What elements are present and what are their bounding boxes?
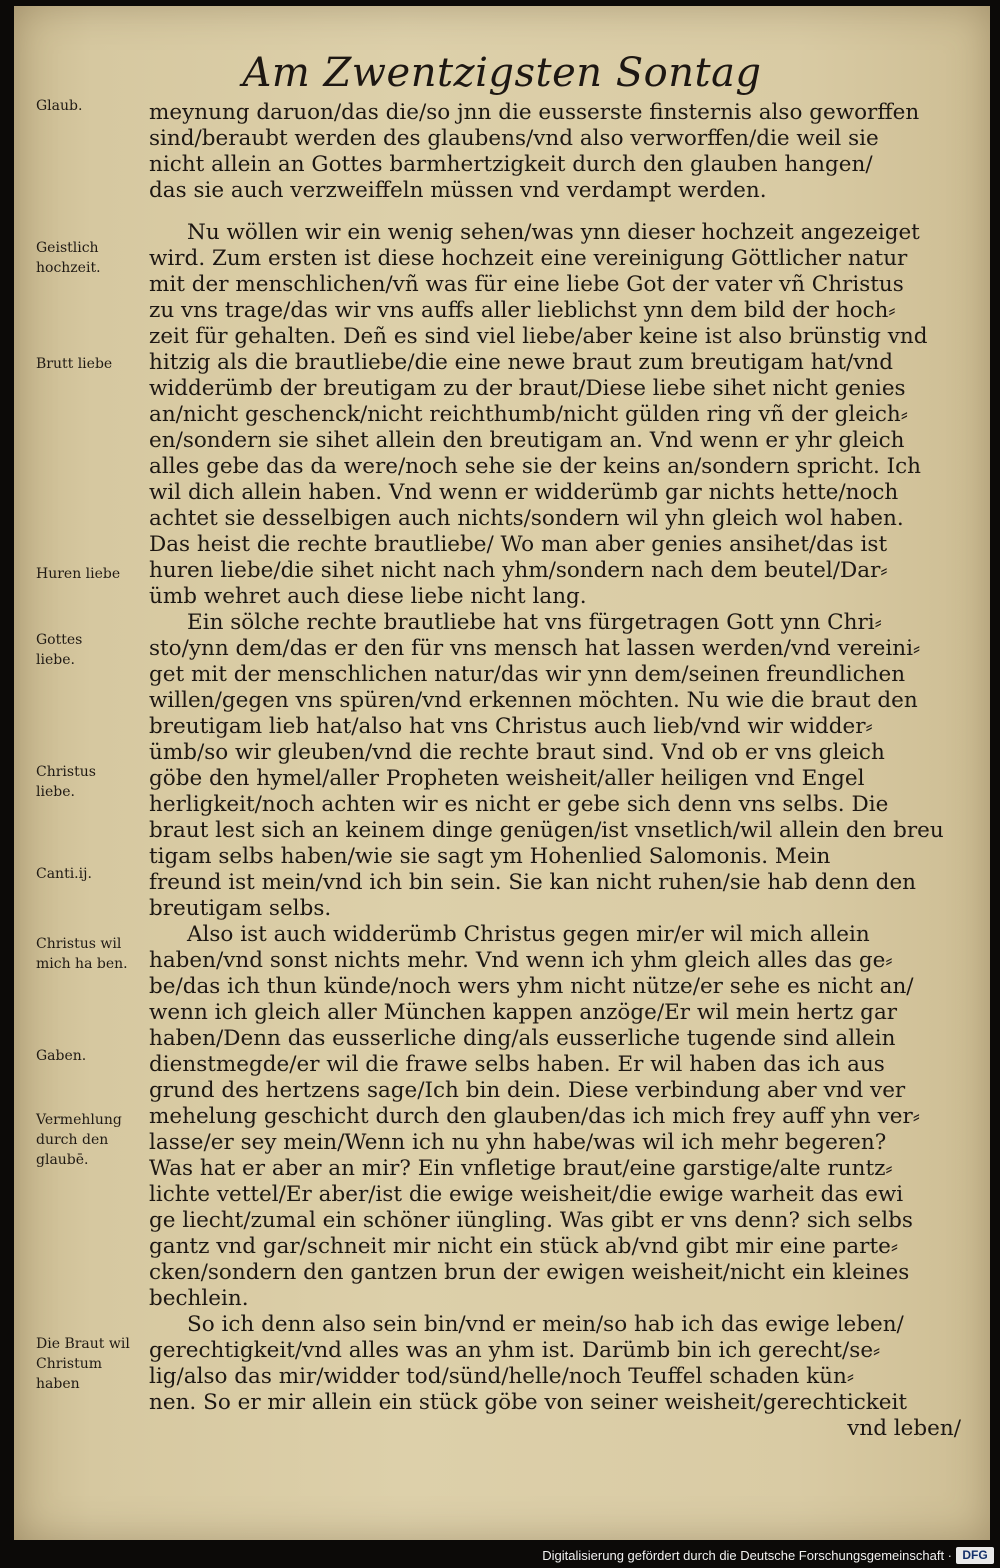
text-line: an/nicht geschenck/nicht reichthumb/nicht gülden ring vñ der gleich⸗ <box>149 402 908 427</box>
text-line: hitzig als die brautliebe/die eine newe braut zum breutigam hat/vnd <box>149 350 894 375</box>
text-line: breutigam lieb hat/also hat vns Christus auch lieb/vnd wir widder⸗ <box>149 714 873 739</box>
text-line: wenn ich gleich aller München kappen anzöge/Er wil mein hertz gar <box>149 1000 898 1025</box>
text-line: get mit der menschlichen natur/das wir ynn dem/seinen freundlichen <box>149 662 906 687</box>
text-line: be/das ich thun künde/noch wers yhm nicht nütze/er sehe es nicht an/ <box>149 974 914 999</box>
margin-gloss: Huren liebe <box>36 566 121 582</box>
margin-gloss: Glaub. <box>36 98 83 114</box>
text-line: cken/sondern den gantzen brun der ewigen weisheit/nicht ein kleines <box>149 1260 910 1285</box>
book-page <box>14 6 990 1540</box>
text-line: ge liecht/zumal ein schöner iüngling. Was gibt er vns denn? sich selbs <box>149 1208 913 1233</box>
margin-gloss: Brutt liebe <box>36 356 113 372</box>
text-line: freund ist mein/vnd ich bin sein. Sie kan nicht ruhen/sie hab denn den <box>149 870 917 895</box>
catchword-line: vnd leben/ <box>847 1416 961 1441</box>
text-line: nicht allein an Gottes barmhertzigkeit durch den glauben hangen/ <box>149 152 873 177</box>
margin-gloss: Christus liebe. <box>36 764 96 800</box>
text-line: wird. Zum ersten ist diese hochzeit eine vereinigung Göttlicher natur <box>149 246 908 271</box>
text-line: lichte vettel/Er aber/ist die ewige weisheit/die ewige warheit das ewi <box>149 1182 904 1207</box>
footer-credit: Digitalisierung gefördert durch die Deutsche Forschungsgemeinschaft · <box>542 1548 952 1563</box>
text-line: haben/Denn das eusserliche ding/als eusserliche tugende sind allein <box>149 1026 896 1051</box>
text-line: göbe den hymel/aller Propheten weisheit/aller heiligen vnd Engel <box>149 766 865 791</box>
text-line: alles gebe das da were/noch sehe sie der keins an/sondern spricht. Ich <box>149 454 921 479</box>
text-line: Das heist die rechte brautliebe/ Wo man aber genies ansihet/das ist <box>149 532 888 557</box>
margin-gloss: Canti.ij. <box>36 866 92 882</box>
text-line: bechlein. <box>149 1286 249 1311</box>
text-line: braut lest sich an keinem dinge genügen/ist vnsetlich/wil allein den breu <box>149 818 944 843</box>
text-line: widderümb der breutigam zu der braut/Diese liebe sihet nicht genies <box>149 376 906 401</box>
text-line: ümb/so wir gleuben/vnd die rechte braut sind. Vnd ob er vns gleich <box>149 740 885 765</box>
text-line: dienstmegde/er wil die frawe selbs haben. Er wil haben das ich aus <box>149 1052 885 1077</box>
text-line: sto/ynn dem/das er den für vns mensch hat lassen werden/vnd vereini⸗ <box>149 636 921 661</box>
text-line: haben/vnd sonst nichts mehr. Vnd wenn ich yhm gleich alles das ge⸗ <box>149 948 893 973</box>
margin-gloss: Gaben. <box>36 1048 87 1064</box>
text-line: mehelung geschicht durch den glauben/das ich mich frey auff yhn ver⸗ <box>149 1104 920 1129</box>
text-line: ümb wehret auch diese liebe nicht lang. <box>149 584 587 609</box>
running-title: Am Zwentzigsten Sontag <box>242 50 762 96</box>
text-line: Also ist auch widderümb Christus gegen mir/er wil mich allein <box>187 922 870 947</box>
margin-gloss: Christus wil mich ha ben. <box>36 936 128 972</box>
text-line: meynung daruon/das die/so jnn die eusserste finsternis also geworffen <box>149 100 920 125</box>
margin-gloss: Gottes liebe. <box>36 632 83 668</box>
text-line: sind/beraubt werden des glaubens/vnd also verworffen/die weil sie <box>149 126 879 151</box>
text-line: huren liebe/die sihet nicht nach yhm/sondern nach dem beutel/Dar⸗ <box>149 558 888 583</box>
text-line: Ein sölche rechte brautliebe hat vns fürgetragen Gott ynn Chri⸗ <box>187 610 882 635</box>
margin-gloss: Vermehlung durch den glaubē. <box>36 1112 122 1168</box>
text-line: achtet sie desselbigen auch nichts/sondern wil yhn gleich wol haben. <box>149 506 904 531</box>
text-line: herligkeit/noch achten wir es nicht er gebe sich denn vns selbs. Die <box>149 792 889 817</box>
text-line: lasse/er sey mein/Wenn ich nu yhn habe/was wil ich mehr begeren? <box>149 1130 887 1155</box>
text-line: wil dich allein haben. Vnd wenn er widderümb gar nichts hette/noch <box>149 480 899 505</box>
text-line: grund des hertzens sage/Ich bin dein. Diese verbindung aber vnd ver <box>149 1078 906 1103</box>
text-line: nen. So er mir allein ein stück göbe von seiner weisheit/gerechtickeit <box>149 1390 908 1415</box>
text-line: So ich denn also sein bin/vnd er mein/so hab ich das ewige leben/ <box>187 1312 904 1337</box>
text-line: tigam selbs haben/wie sie sagt ym Hohenlied Salomonis. Mein <box>149 844 831 869</box>
text-line: Nu wöllen wir ein wenig sehen/was ynn dieser hochzeit angezeiget <box>187 220 920 245</box>
margin-gloss: Geistlich hochzeit. <box>36 240 101 276</box>
text-line: Was hat er aber an mir? Ein vnfletige braut/eine garstige/alte runtz⸗ <box>149 1156 893 1181</box>
digitization-footer <box>0 1545 1000 1568</box>
text-line: breutigam selbs. <box>149 896 332 921</box>
text-line: zeit für gehalten. Deñ es sind viel liebe/aber keine ist also brünstig vnd <box>149 324 928 349</box>
text-line: mit der menschlichen/vñ was für eine liebe Got der vater vñ Christus <box>149 272 904 297</box>
text-line: das sie auch verzweiffeln müssen vnd verdampt werden. <box>149 178 767 203</box>
text-line: gerechtigkeit/vnd alles was an yhm ist. Darümb bin ich gerecht/se⸗ <box>149 1338 881 1363</box>
text-line: zu vns trage/das wir vns auffs aller lieblichst ynn dem bild der hoch⸗ <box>149 298 896 323</box>
dfg-logo-icon: DFG <box>956 1547 994 1564</box>
margin-gloss: Die Braut wil Christum haben <box>36 1336 130 1392</box>
text-line: en/sondern sie sihet allein den breutigam an. Vnd wenn er yhr gleich <box>149 428 905 453</box>
text-line: lig/also das mir/widder tod/sünd/helle/noch Teuffel schaden kün⸗ <box>149 1364 855 1389</box>
text-line: willen/gegen vns spüren/vnd erkennen möchten. Nu wie die braut den <box>149 688 918 713</box>
text-line: gantz vnd gar/schneit mir nicht ein stück ab/vnd gibt mir eine parte⸗ <box>149 1234 898 1259</box>
